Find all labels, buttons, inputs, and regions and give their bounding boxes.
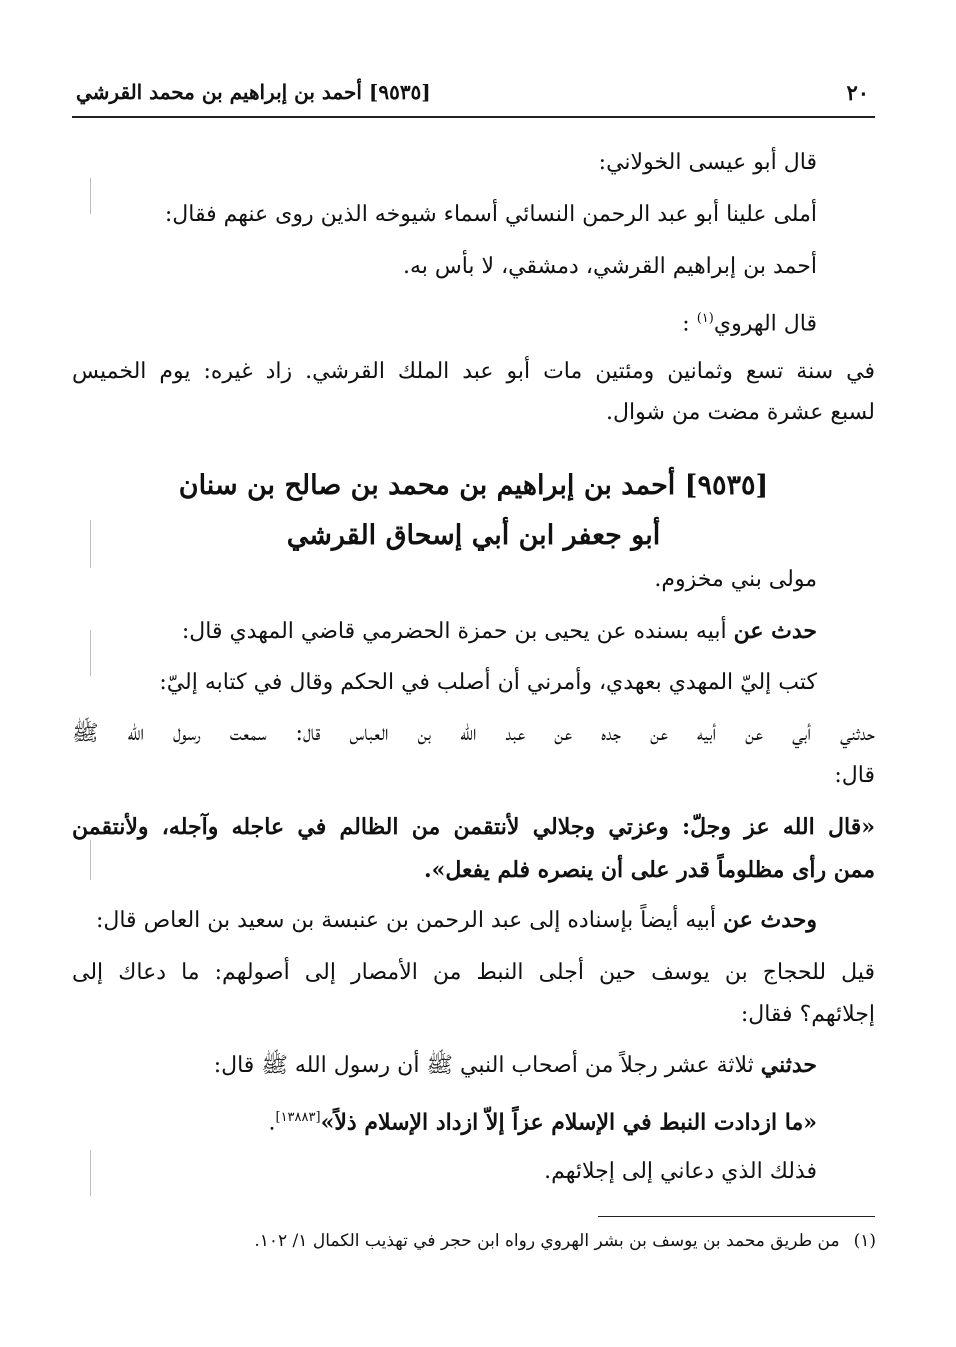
hadith-text: «ما ازدادت النبط في الإسلام عزاً إلاّ ازداد الإسلام ذلاً» <box>320 1109 817 1136</box>
text-line <box>214 1050 817 1081</box>
running-title: [٩٥٣٥] أحمد بن إبراهيم بن محمد القرشي <box>76 80 431 104</box>
footnote-ref: (١) <box>696 311 714 326</box>
text-line: أملى علينا أبو عبد الرحمن النسائي أسماء شيوخه الذين روى عنهم فقال: <box>164 202 817 227</box>
page-header <box>72 76 875 118</box>
text-line: قال: <box>834 763 875 788</box>
text-span: : <box>682 311 690 337</box>
bold-span: حدثني <box>760 1052 817 1078</box>
scan-mark <box>90 178 91 214</box>
text-line: في سنة تسع وثمانين ومئتين مات أبو عبد الملك القرشي. زاد غيره: يوم الخميس <box>72 359 875 384</box>
text-span: ثلاثة عشر رجلاً من أصحاب النبي ﷺ أن رسول الله ﷺ قال: <box>213 1053 761 1078</box>
text-line <box>96 905 817 936</box>
scan-mark <box>90 630 91 676</box>
text-span: قال الهروي <box>713 311 817 337</box>
text-line: فذلك الذي دعاني إلى إجلائهم. <box>544 1159 817 1184</box>
text-line: كتب إليّ المهدي بعهدي، وأمرني أن أصلب في الحكم وقال في كتابه إليّ: <box>159 670 817 695</box>
text-line: قال أبو عيسى الخولاني: <box>598 150 817 175</box>
text-line: «قال الله عز وجلّ: وعزتي وجلالي لأنتقمن من الظالم في عاجله وآجله، ولأنتقمن <box>72 814 875 840</box>
text-line: مولى بني مخزوم. <box>654 567 817 592</box>
scan-mark <box>90 520 91 568</box>
text-line: قيل للحجاج بن يوسف حين أجلى النبط من الأمصار إلى أصولهم: ما دعاك إلى <box>72 960 875 985</box>
scan-mark <box>90 840 91 880</box>
footnote-text: من طريق محمد بن يوسف بن بشر الهروي رواه ابن حجر في تهذيب الكمال ١/ ١٠٢. <box>254 1231 840 1251</box>
footnote <box>254 1228 876 1254</box>
bold-span: حدث عن <box>733 618 817 644</box>
text-line: حدثني أبي عن أبيه عن جده عن عبد الله بن العباس قال: سمعت رسول الله ﷺ <box>72 721 875 746</box>
bold-span: وحدث عن <box>722 907 817 933</box>
footnote-separator <box>598 1216 875 1217</box>
text-span: . <box>268 1110 276 1136</box>
text-line <box>269 1103 818 1138</box>
text-line: إجلائهم؟ فقال: <box>740 1002 875 1027</box>
text-line: أحمد بن إبراهيم القرشي، دمشقي، لا بأس به. <box>402 254 817 279</box>
entry-title: [٩٥٣٥] أحمد بن إبراهيم بن محمد بن صالح بن سنان <box>178 470 769 501</box>
text-line <box>182 616 817 647</box>
hadith-ref: [١٣٨٨٣] <box>275 1110 321 1125</box>
text-span: أبيه بسنده عن يحيى بن حمزة الحضرمي قاضي المهدي قال: <box>181 619 734 644</box>
footnote-number: (١) <box>853 1231 876 1251</box>
scan-mark <box>90 1150 91 1196</box>
text-line <box>682 304 817 339</box>
text-span: أبيه أيضاً بإسناده إلى عبد الرحمن بن عنبسة بن سعيد بن العاص قال: <box>95 908 723 933</box>
text-line: ممن رأى مظلوماً قدر على أن ينصره فلم يفعل». <box>423 857 875 883</box>
text-line: لسبع عشرة مضت من شوال. <box>606 400 875 425</box>
page-number: ٢٠ <box>846 80 869 105</box>
entry-subtitle: أبو جعفر ابن أبي إسحاق القرشي <box>286 520 661 551</box>
